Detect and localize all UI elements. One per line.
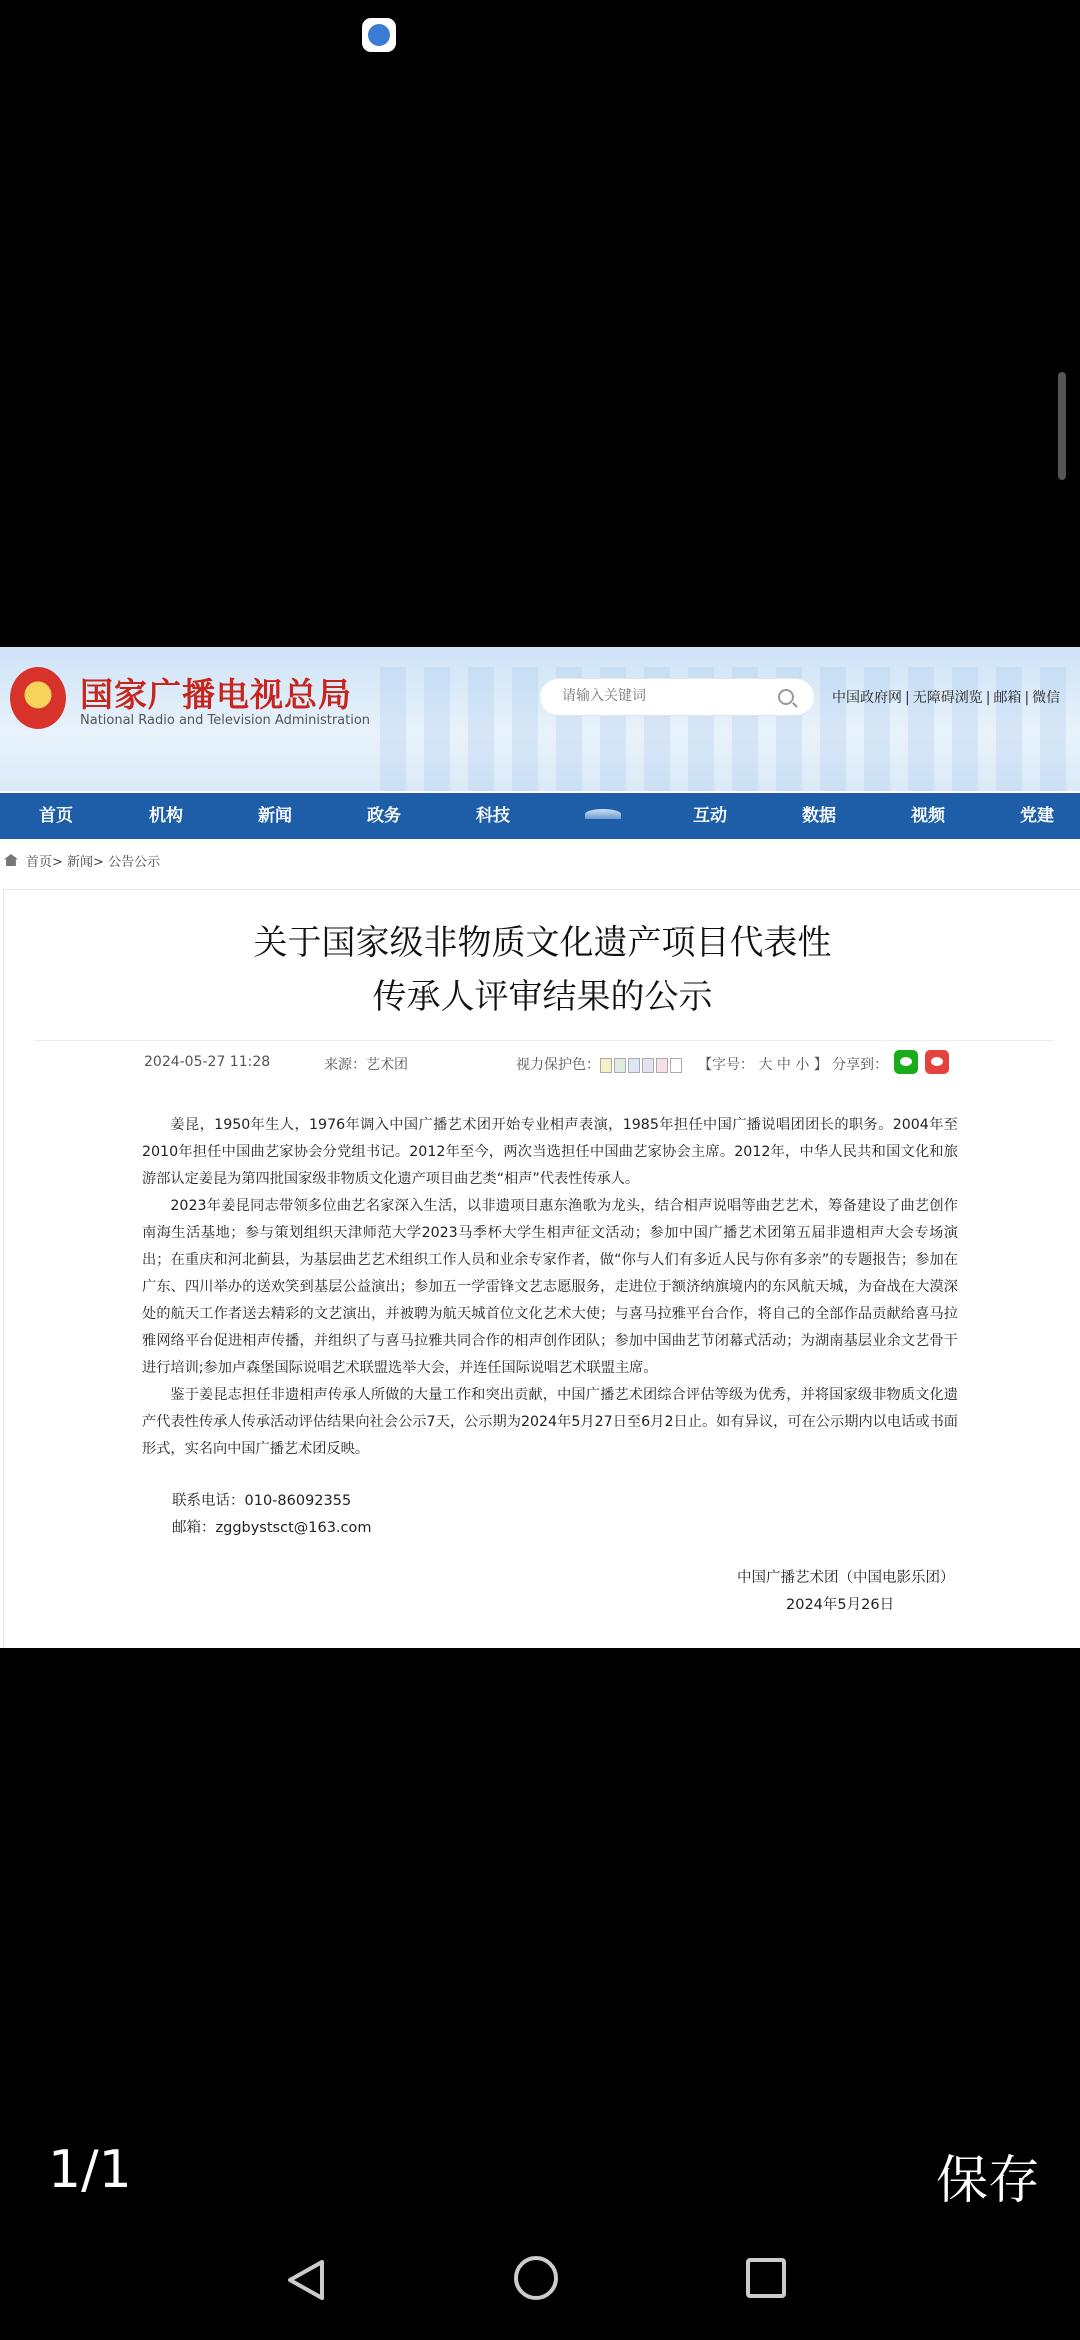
font-size-control[interactable]: 【字号： 大 中 小 】	[698, 1057, 828, 1073]
save-button[interactable]: 保存	[936, 2151, 1041, 2211]
app-status-icon	[362, 18, 396, 52]
search-icon[interactable]	[778, 689, 794, 705]
toplink-accessibility[interactable]: 无障碍浏览	[912, 690, 983, 706]
site-subtitle: National Radio and Television Administration	[80, 713, 371, 728]
signature-date: 2024年5月26日	[786, 1597, 895, 1613]
nav-item-org[interactable]: 机构	[149, 806, 183, 826]
nav-item-interact[interactable]: 互动	[693, 806, 727, 826]
article-paragraph-3: 鉴于姜昆志担任非遗相声传承人所做的大量工作和突出贡献，中国广播艺术团综合评估等级为优秀，并将国家级非物质文化遗产代表性传承人传承活动评估结果向社会公示7天，公示期为2024年5月27日至6月2日止。如有异议，可在公示期内以电话或书面形式，实名向中国广播艺术团反映。	[142, 1387, 958, 1457]
toplink-gov[interactable]: 中国政府网	[832, 690, 902, 706]
image-counter: 1/1	[48, 2140, 132, 2200]
article-date: 2024-05-27 11:28	[144, 1054, 271, 1070]
vision-swatch[interactable]	[656, 1058, 668, 1073]
breadcrumb-news[interactable]: 新闻>	[67, 854, 104, 870]
vision-protection-label	[516, 1054, 684, 1074]
article-title-line2: 传承人评审结果的公示	[372, 977, 713, 1017]
vision-swatch[interactable]	[642, 1058, 654, 1073]
nav-item-tech[interactable]: 科技	[476, 806, 510, 826]
vision-swatch[interactable]	[600, 1058, 612, 1073]
scrollbar-thumb[interactable]	[1058, 372, 1066, 480]
nav-item-affairs[interactable]: 政务	[367, 806, 401, 826]
article-paragraph-2: 2023年姜昆同志带领多位曲艺名家深入生活，以非遗项目惠东渔歌为龙头，结合相声说唱等曲艺艺术，筹备建设了曲艺创作南海生活基地；参与策划组织天津师范大学2023马季杯大学生相声征文活动；参加中国广播艺术团第五届非遗相声大会专场演出；在重庆和河北蓟县，为基层曲艺艺术组织工作人员和业余专家作者，做“你与人们有多近人民与你有多亲”的专题报告；参加在广东、四川举办的送欢笑到基层公益演出；参加五一学雷锋文艺志愿服务，走进位于额济纳旗境内的东风航天城，为奋战在大漠深处的航天工作者送去精彩的文艺演出，并被聘为航天城首位文化艺术大使；与喜马拉雅平台合作，将自己的全部作品贡献给喜马拉雅网络平台促进相声传播，并组织了与喜马拉雅共同合作的相声创作团队；参加中国曲艺节闭幕式活动；为湖南基层业余文艺骨干进行培训;参加卢森堡国际说唱艺术联盟选举大会，并连任国际说唱艺术联盟主席。	[142, 1198, 958, 1376]
home-icon	[4, 854, 18, 866]
vision-swatches	[600, 1057, 684, 1073]
nav-item-party[interactable]: 党建	[1020, 806, 1054, 826]
vision-swatch[interactable]	[670, 1058, 682, 1073]
article-title	[4, 916, 1080, 1024]
top-links: 中国政府网 | 无障碍浏览 | 邮箱 | 微信	[832, 690, 1061, 706]
back-nav-icon[interactable]	[286, 2258, 326, 2302]
article-card	[3, 889, 1080, 1648]
recents-nav-icon[interactable]	[746, 2258, 786, 2298]
contact-email: 邮箱：zggbystsct@163.com	[172, 1520, 372, 1536]
breadcrumb-home[interactable]: 首页>	[26, 854, 63, 870]
toplink-wechat[interactable]: 微信	[1032, 690, 1061, 706]
breadcrumb-current[interactable]: 公告公示	[108, 854, 161, 870]
title-divider	[34, 1040, 1054, 1041]
main-navbar	[0, 793, 1080, 839]
nav-item-video[interactable]: 视频	[911, 806, 945, 826]
site-title: 国家广播电视总局	[80, 675, 352, 714]
article-paragraph-1: 姜昆，1950年生人，1976年调入中国广播艺术团开始专业相声表演，1985年担任中国广播说唱团团长的职务。2004年至2010年担任中国曲艺家协会分党组书记。2012年至今，两次当选担任中国曲艺家协会主席。2012年，中华人民共和国文化和旅游部认定姜昆为第四批国家级非物质文化遗产项目曲艺类“相声”代表性传承人。	[142, 1117, 958, 1187]
vision-swatch[interactable]	[614, 1058, 626, 1073]
nav-center-logo-icon	[585, 809, 621, 819]
contact-phone: 联系电话：010-86092355	[172, 1493, 352, 1509]
national-emblem-icon	[10, 667, 66, 729]
site-header	[0, 647, 1080, 791]
breadcrumb	[0, 845, 160, 875]
search-input[interactable]	[560, 687, 764, 705]
vision-swatch[interactable]	[628, 1058, 640, 1073]
nav-item-data[interactable]: 数据	[802, 806, 836, 826]
nav-item-home[interactable]: 首页	[39, 806, 73, 826]
article-title-line1: 关于国家级非物质文化遗产项目代表性	[253, 923, 832, 963]
toplink-mail[interactable]: 邮箱	[993, 690, 1022, 706]
search-box[interactable]	[540, 679, 814, 715]
wechat-share-icon[interactable]	[894, 1050, 918, 1074]
article-body	[142, 1112, 958, 1463]
vision-label-text: 视力保护色：	[516, 1057, 600, 1073]
signature-organization: 中国广播艺术团（中国电影乐团）	[737, 1570, 955, 1586]
weibo-share-icon[interactable]	[925, 1050, 949, 1074]
article-source: 来源：艺术团	[324, 1057, 408, 1073]
home-nav-icon[interactable]	[514, 2256, 558, 2300]
nav-item-news[interactable]: 新闻	[258, 806, 292, 826]
share-label: 分享到：	[832, 1057, 888, 1073]
screenshot-image	[0, 647, 1080, 1648]
